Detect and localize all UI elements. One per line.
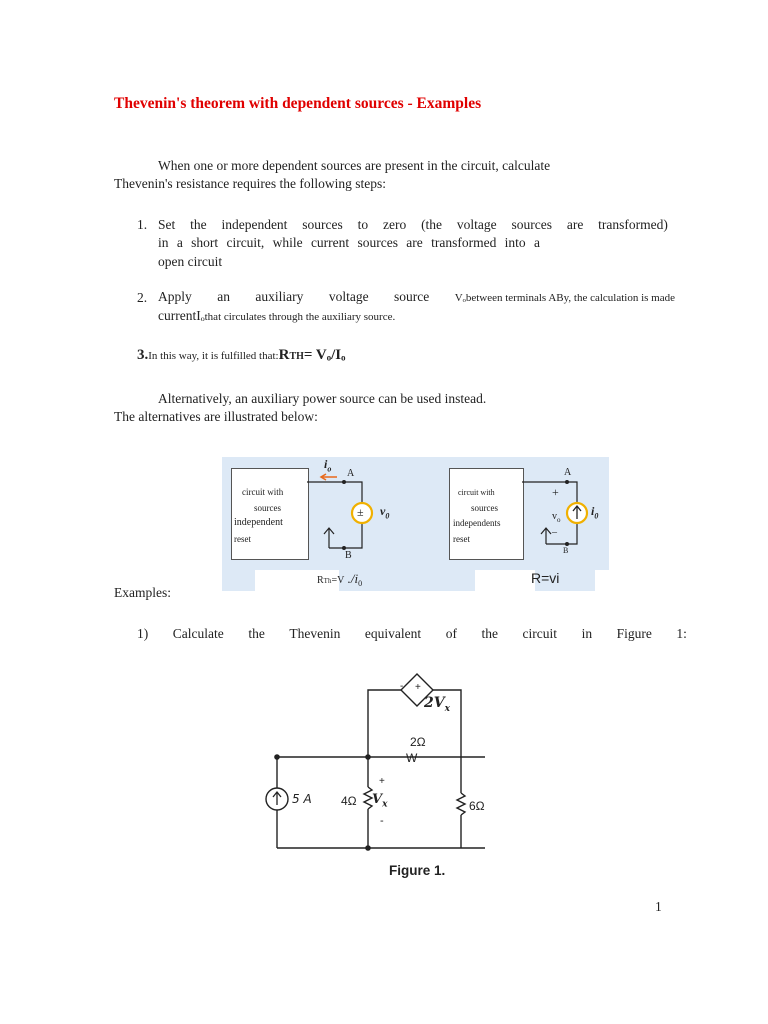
left-box-line-1: circuit with bbox=[242, 487, 284, 497]
right-io-label: $i_0$ bbox=[591, 504, 599, 521]
right-box-line-4: reset bbox=[453, 534, 470, 544]
alternatives-line-1: Alternatively, an auxiliary power source can be used instead. bbox=[158, 391, 487, 406]
left-caption: RTh=V $./i_0$ bbox=[317, 571, 363, 588]
step-1-number: 1. bbox=[137, 217, 148, 232]
step-3-line: 3.In this way, it is fulfilled that:RTH= Vₒ/Iₒ bbox=[137, 347, 346, 363]
thevenin-diagram-panel bbox=[222, 457, 609, 591]
resistor-w-label: W bbox=[406, 751, 418, 765]
right-box-line-2: sources bbox=[471, 503, 498, 513]
intro-line-2: Thevenin's resistance requires the following steps: bbox=[114, 176, 386, 191]
right-terminal-b: B bbox=[563, 546, 569, 555]
left-box-line-3: independent bbox=[234, 517, 283, 528]
right-box-line-3: independents bbox=[453, 518, 501, 528]
right-caption: R=vi bbox=[531, 570, 560, 586]
dep-source-label: $2V_x$ bbox=[424, 695, 450, 714]
resistor-4-ohm-label: 4Ω bbox=[341, 794, 357, 808]
dep-source-minus: - bbox=[400, 681, 404, 692]
step-1-line-1: Set the independent sources to zero (the voltage sources are transformed) bbox=[158, 217, 668, 232]
page-title: Thevenin's theorem with dependent sources - Examples bbox=[114, 95, 482, 112]
intro-line-1: When one or more dependent sources are present in the circuit, calculate bbox=[158, 158, 551, 173]
alternatives-line-2: The alternatives are illustrated below: bbox=[114, 409, 318, 424]
step-2-line-1: Apply an auxiliary voltage source Vₒbetween terminals ABy, the calculation is made bbox=[158, 289, 675, 304]
figure-1-circuit bbox=[255, 660, 495, 860]
step-2-number: 2. bbox=[137, 290, 148, 305]
page-number: 1 bbox=[655, 899, 662, 914]
right-vo-label: $v_o$ bbox=[552, 511, 561, 524]
step-2-line-2: currentIₒthat circulates through the auxiliary source. bbox=[158, 308, 396, 323]
resistor-6-ohm-label: 6Ω bbox=[469, 799, 485, 813]
left-terminal-b: B bbox=[345, 550, 352, 561]
vx-label: $V_x$ bbox=[372, 792, 388, 810]
example-1-line: 1) Calculate the Thevenin equivalent of the circuit in Figure 1: bbox=[137, 626, 687, 641]
left-box-line-2: sources bbox=[254, 503, 281, 513]
right-box-line-1: circuit with bbox=[458, 488, 495, 497]
left-v0-label: $v_0$ bbox=[380, 504, 390, 521]
vx-minus: - bbox=[380, 815, 384, 827]
resistor-2-ohm-label: 2Ω bbox=[410, 735, 426, 749]
left-source-sign: ± bbox=[357, 505, 364, 519]
right-plus-sign: + bbox=[552, 485, 559, 499]
right-terminal-a: A bbox=[564, 467, 572, 478]
dep-source-plus: + bbox=[415, 682, 421, 693]
examples-label: Examples: bbox=[114, 585, 171, 600]
left-box-line-4: reset bbox=[234, 534, 251, 544]
left-io-label: $i_o$ bbox=[324, 457, 332, 474]
vx-plus: + bbox=[379, 776, 385, 787]
left-terminal-a: A bbox=[347, 468, 355, 479]
step-1-line-3: open circuit bbox=[158, 254, 223, 269]
current-source-label: 5 A bbox=[292, 792, 312, 806]
right-minus-sign: – bbox=[552, 527, 557, 538]
step-1-line-2: in a short circuit, while current sources are transformed into a bbox=[158, 235, 540, 250]
figure-1-caption: Figure 1. bbox=[389, 863, 446, 878]
